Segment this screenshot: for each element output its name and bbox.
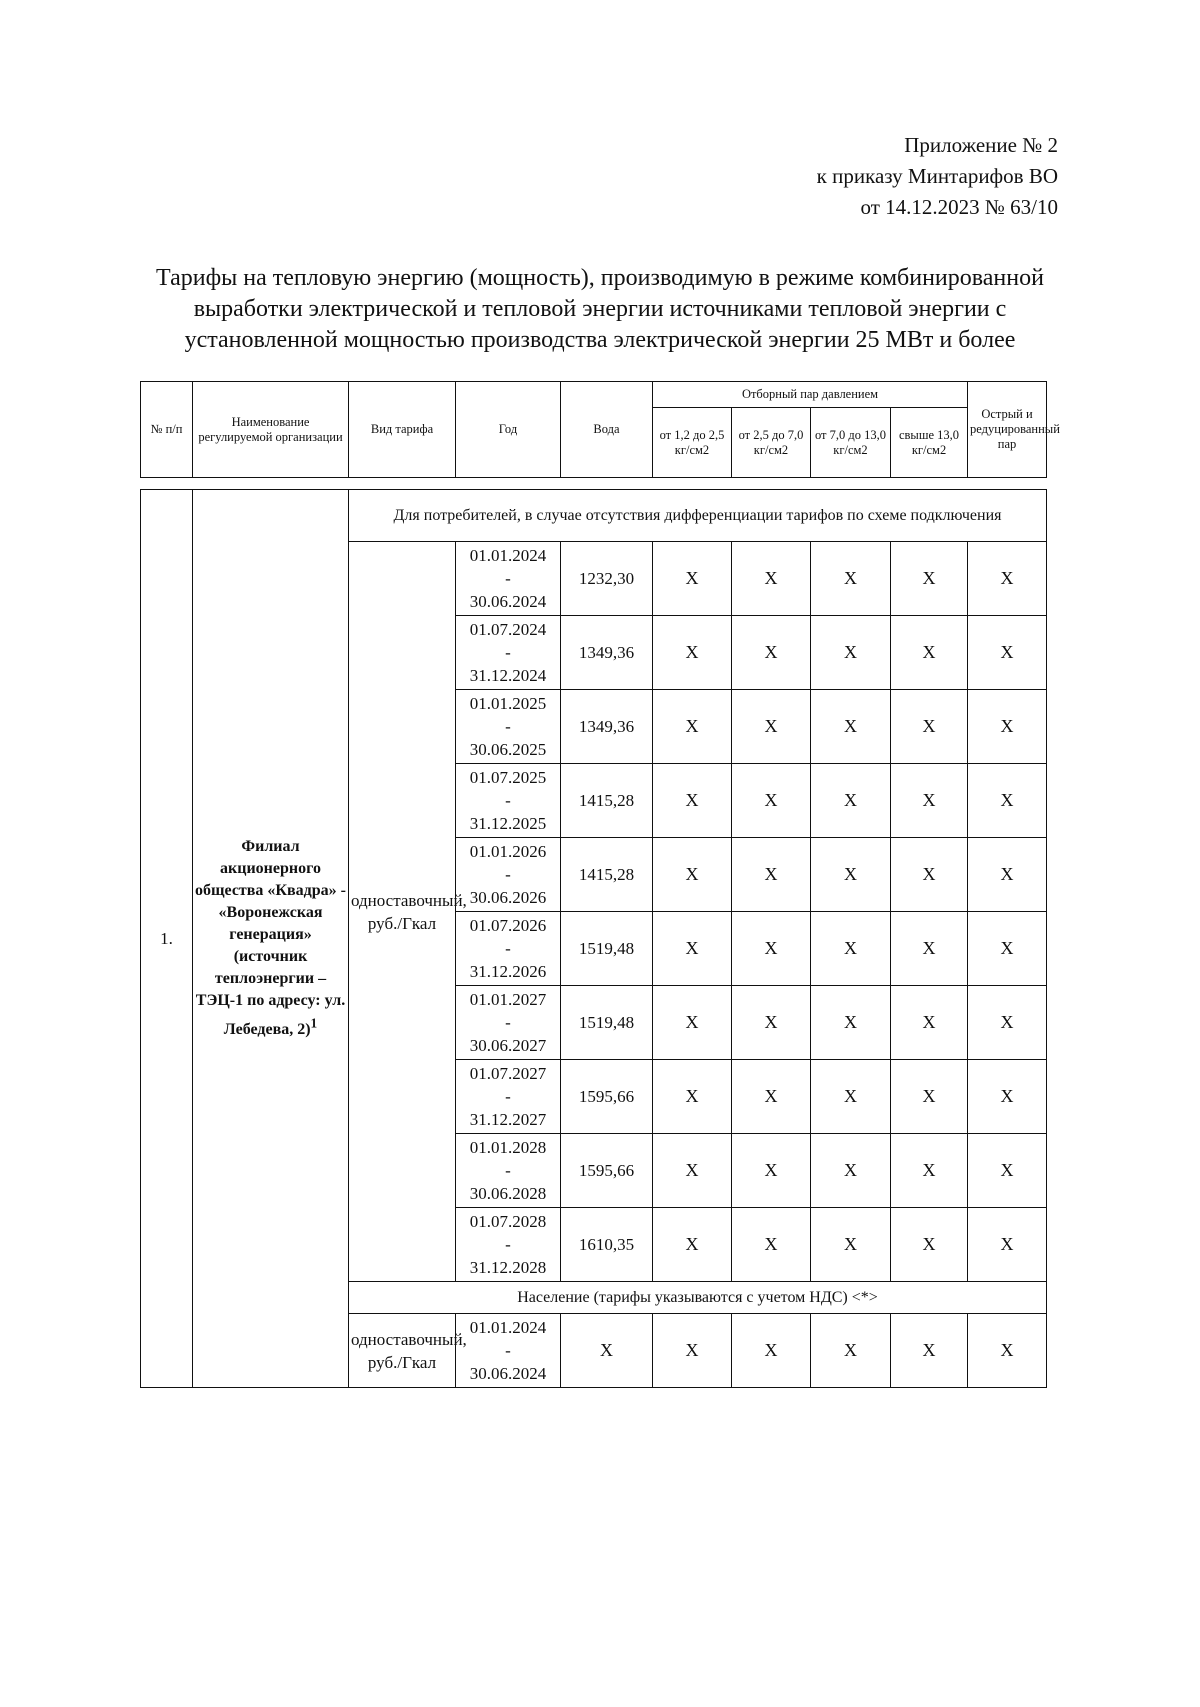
period-to: 31.12.2026	[469, 962, 547, 981]
period-cell	[456, 1134, 561, 1208]
water-tariff: 1349,36	[561, 616, 653, 690]
water-tariff: 1610,35	[561, 1208, 653, 1282]
header-steam-4: свыше 13,0 кг/см2	[891, 408, 968, 478]
water-tariff: 1595,66	[561, 1134, 653, 1208]
appendix-line: к приказу Минтарифов ВО	[816, 164, 1058, 188]
period-dash: -	[505, 643, 511, 662]
not-applicable-cell: X	[653, 1208, 732, 1282]
period-from: 01.07.2026	[469, 916, 547, 935]
water-tariff: 1415,28	[561, 764, 653, 838]
not-applicable-cell: X	[811, 1208, 891, 1282]
period-cell	[456, 616, 561, 690]
not-applicable-cell: X	[653, 764, 732, 838]
not-applicable-cell: X	[811, 764, 891, 838]
period-to: 31.12.2028	[469, 1258, 547, 1277]
not-applicable-cell: X	[891, 912, 968, 986]
footnote-mark: 1	[310, 1015, 318, 1031]
period-dash: -	[505, 569, 511, 588]
period-cell	[456, 912, 561, 986]
not-applicable-cell: X	[732, 1134, 811, 1208]
not-applicable-cell: X	[811, 1060, 891, 1134]
row-number: 1.	[141, 490, 193, 1388]
not-applicable-cell: X	[891, 838, 968, 912]
not-applicable-cell: X	[968, 542, 1047, 616]
not-applicable-cell: X	[732, 912, 811, 986]
not-applicable-cell: X	[968, 690, 1047, 764]
not-applicable-cell: X	[891, 764, 968, 838]
not-applicable-cell: X	[968, 1134, 1047, 1208]
period-dash: -	[505, 1161, 511, 1180]
not-applicable-cell: X	[968, 764, 1047, 838]
section-header-consumers: Для потребителей, в случае отсутствия дифференциации тарифов по схеме подключения	[349, 490, 1047, 542]
not-applicable-cell: X	[653, 1314, 732, 1388]
not-applicable-cell: X	[653, 1134, 732, 1208]
not-applicable-cell: X	[653, 1060, 732, 1134]
organization-name	[193, 490, 349, 1388]
not-applicable-cell: X	[653, 912, 732, 986]
period-cell	[456, 986, 561, 1060]
not-applicable-cell: X	[653, 542, 732, 616]
header-org: Наименование регулируемой организации	[193, 382, 349, 478]
period-dash: -	[505, 1341, 511, 1360]
header-steam-3: от 7,0 до 13,0 кг/см2	[811, 408, 891, 478]
period-dash: -	[505, 791, 511, 810]
period-dash: -	[505, 1087, 511, 1106]
appendix-line: от 14.12.2023 № 63/10	[860, 195, 1058, 219]
not-applicable-cell: X	[732, 1314, 811, 1388]
not-applicable-cell: X	[811, 542, 891, 616]
not-applicable-cell: X	[811, 616, 891, 690]
period-from: 01.01.2026	[469, 842, 547, 861]
period-cell	[456, 764, 561, 838]
document-title: Тарифы на тепловую энергию (мощность), производимую в режиме комбинированной выработки электрической и тепловой энергии источниками тепловой энергии с установленной мощностью производства электрической энергии 25 МВт и более	[156, 265, 1044, 353]
not-applicable-cell: X	[811, 912, 891, 986]
not-applicable-cell: X	[653, 690, 732, 764]
header-year: Год	[456, 382, 561, 478]
tariff-type: одноставочный, руб./Гкал	[349, 1314, 456, 1388]
not-applicable-cell: X	[732, 1060, 811, 1134]
period-to: 30.06.2026	[469, 888, 547, 907]
water-tariff: 1232,30	[561, 542, 653, 616]
period-to: 31.12.2025	[469, 814, 547, 833]
header-steam-group: Отборный пар давлением	[653, 382, 968, 408]
not-applicable-cell: X	[968, 838, 1047, 912]
not-applicable-cell: X	[811, 838, 891, 912]
header-steam-2: от 2,5 до 7,0 кг/см2	[732, 408, 811, 478]
not-applicable-cell: X	[653, 838, 732, 912]
tariff-table	[140, 381, 1060, 1388]
header-sharp-steam: Острый и редуцированный пар	[968, 382, 1047, 478]
appendix-reference	[817, 130, 1058, 223]
period-cell	[456, 1060, 561, 1134]
organization-text: Филиал акционерного общества «Квадра» - «Воронежская генерация» (источник теплоэнергии – ТЭЦ-1 по адресу: ул. Лебедева, 2)	[195, 838, 346, 1038]
not-applicable-cell: X	[891, 1314, 968, 1388]
period-dash: -	[505, 939, 511, 958]
period-dash: -	[505, 717, 511, 736]
period-from: 01.07.2027	[469, 1064, 547, 1083]
period-cell	[456, 690, 561, 764]
period-to: 30.06.2024	[469, 1364, 547, 1383]
not-applicable-cell: X	[653, 986, 732, 1060]
not-applicable-cell: X	[732, 690, 811, 764]
water-tariff: 1519,48	[561, 986, 653, 1060]
tariff-type: одноставочный, руб./Гкал	[349, 542, 456, 1282]
period-dash: -	[505, 865, 511, 884]
not-applicable-cell: X	[653, 616, 732, 690]
water-tariff: 1519,48	[561, 912, 653, 986]
period-to: 30.06.2028	[469, 1184, 547, 1203]
period-from: 01.07.2025	[469, 768, 547, 787]
not-applicable-cell: X	[968, 986, 1047, 1060]
not-applicable-cell: X	[811, 986, 891, 1060]
period-from: 01.01.2024	[469, 546, 547, 565]
not-applicable-cell: X	[968, 912, 1047, 986]
not-applicable-cell: X	[891, 1134, 968, 1208]
water-tariff: 1595,66	[561, 1060, 653, 1134]
not-applicable-cell: X	[732, 1208, 811, 1282]
not-applicable-cell: X	[732, 616, 811, 690]
period-from: 01.01.2024	[469, 1318, 547, 1337]
not-applicable-cell: X	[891, 616, 968, 690]
not-applicable-cell: X	[891, 542, 968, 616]
not-applicable-cell: X	[732, 764, 811, 838]
not-applicable-cell: X	[811, 1134, 891, 1208]
header-tariff-type: Вид тарифа	[349, 382, 456, 478]
period-to: 31.12.2027	[469, 1110, 547, 1129]
header-num: № п/п	[141, 382, 193, 478]
water-tariff: 1415,28	[561, 838, 653, 912]
appendix-line: Приложение № 2	[904, 133, 1058, 157]
not-applicable-cell: X	[968, 616, 1047, 690]
period-cell	[456, 542, 561, 616]
period-from: 01.01.2027	[469, 990, 547, 1009]
period-cell	[456, 838, 561, 912]
not-applicable-cell: X	[811, 690, 891, 764]
not-applicable-cell: X	[732, 838, 811, 912]
period-cell	[456, 1208, 561, 1282]
water-tariff: X	[561, 1314, 653, 1388]
period-to: 30.06.2025	[469, 740, 547, 759]
not-applicable-cell: X	[968, 1314, 1047, 1388]
period-dash: -	[505, 1013, 511, 1032]
header-steam-1: от 1,2 до 2,5 кг/см2	[653, 408, 732, 478]
period-to: 31.12.2024	[469, 666, 547, 685]
not-applicable-cell: X	[891, 690, 968, 764]
not-applicable-cell: X	[732, 986, 811, 1060]
period-to: 30.06.2024	[469, 592, 547, 611]
section-header-population: Население (тарифы указываются с учетом НДС) <*>	[349, 1282, 1047, 1314]
not-applicable-cell: X	[732, 542, 811, 616]
not-applicable-cell: X	[968, 1208, 1047, 1282]
period-from: 01.01.2025	[469, 694, 547, 713]
not-applicable-cell: X	[891, 1208, 968, 1282]
not-applicable-cell: X	[891, 986, 968, 1060]
water-tariff: 1349,36	[561, 690, 653, 764]
period-to: 30.06.2027	[469, 1036, 547, 1055]
period-from: 01.01.2028	[469, 1138, 547, 1157]
not-applicable-cell: X	[811, 1314, 891, 1388]
period-dash: -	[505, 1235, 511, 1254]
header-water: Вода	[561, 382, 653, 478]
period-from: 01.07.2024	[469, 620, 547, 639]
period-cell	[456, 1314, 561, 1388]
not-applicable-cell: X	[968, 1060, 1047, 1134]
period-from: 01.07.2028	[469, 1212, 547, 1231]
not-applicable-cell: X	[891, 1060, 968, 1134]
